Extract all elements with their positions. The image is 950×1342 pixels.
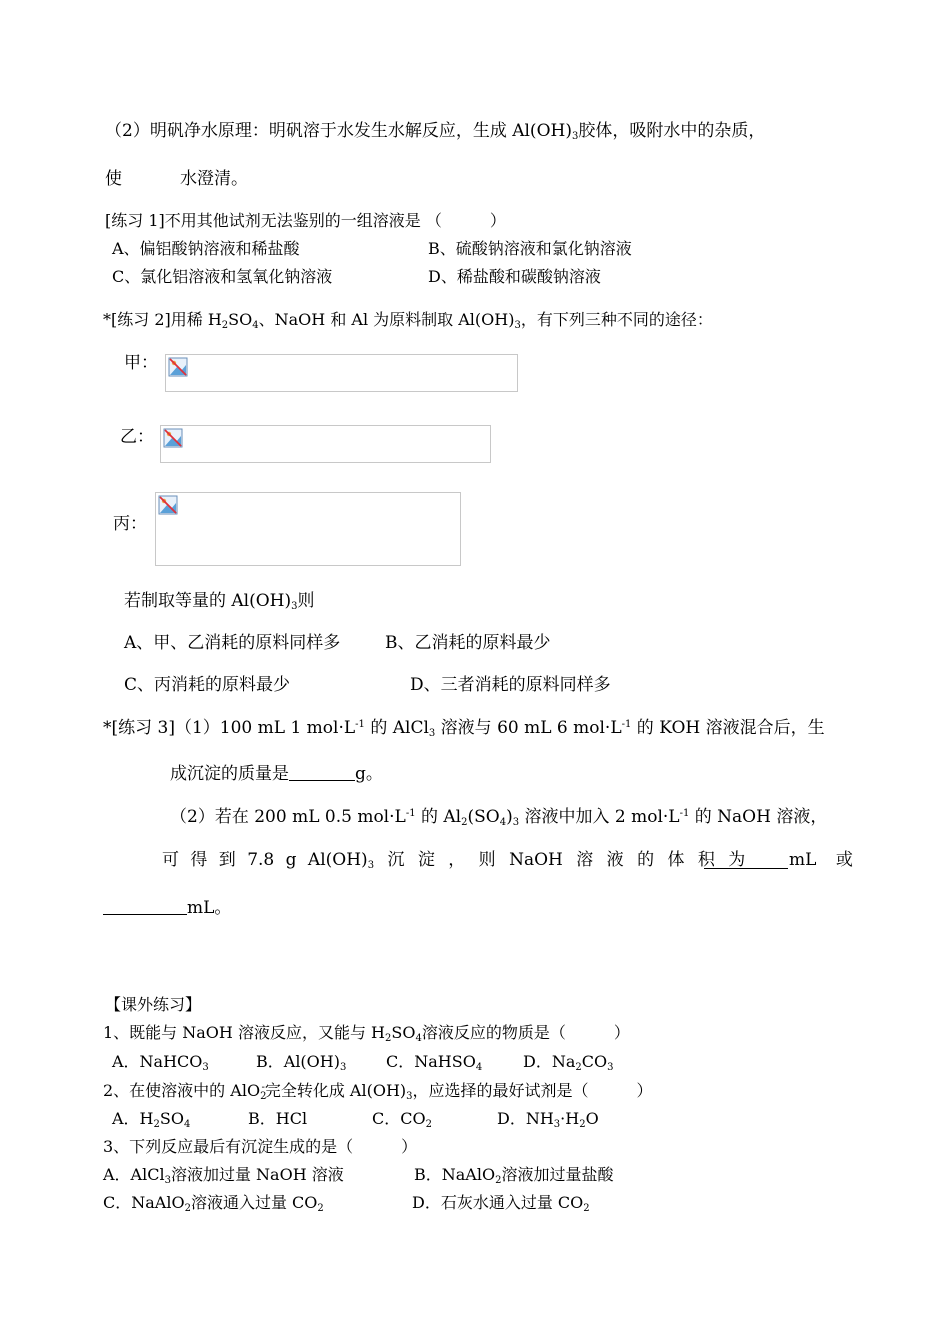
- ex3-text: mL。: [187, 898, 232, 918]
- extra-q3: 3、下列反应最后有沉淀生成的是（ ）: [103, 1137, 418, 1156]
- opt-text: C．NaAlO: [103, 1193, 185, 1212]
- subscript: 3: [514, 320, 521, 331]
- exercise2-question: [103, 309, 713, 331]
- broken-image-icon: [168, 357, 188, 377]
- alum-principle-line2: [105, 168, 248, 190]
- answer-blank-volume1[interactable]: [704, 852, 788, 869]
- subscript: 4: [252, 320, 259, 331]
- subscript: 4: [475, 1062, 483, 1073]
- subscript: 2: [583, 1203, 590, 1214]
- ex3-text: (SO: [467, 807, 500, 827]
- q-text: 溶液反应的物质是（ ）: [421, 1023, 630, 1042]
- ex2-text: SO: [228, 310, 253, 329]
- subscript: 2: [575, 1062, 582, 1073]
- ex3-text: 溶液与 60 mL 6 mol·L: [435, 718, 622, 738]
- ex2-cond-text: 若制取等量的 Al(OH): [124, 591, 292, 611]
- subscript: 2: [495, 1175, 502, 1186]
- subscript: 4: [499, 817, 507, 828]
- answer-blank-volume2[interactable]: [103, 898, 187, 915]
- extra-q1-option-c: [386, 1051, 482, 1073]
- exercise3-part2-line2: [162, 849, 853, 871]
- alum-line2-a: 使: [105, 169, 122, 189]
- subscript: 2: [184, 1203, 191, 1214]
- opt-text: D．NH: [497, 1109, 554, 1128]
- subscript: 3: [428, 728, 436, 739]
- subscript: 2: [317, 1203, 324, 1214]
- opt-text: A．AlCl: [103, 1165, 165, 1184]
- alum-text: （2）明矾净水原理：明矾溶于水发生水解反应，生成 Al(OH): [105, 121, 572, 141]
- extra-q1-option-a: [112, 1051, 209, 1073]
- subscript: 3: [164, 1175, 171, 1186]
- exercise3-part2-line1: [170, 806, 827, 828]
- opt-text: O: [585, 1109, 599, 1128]
- subscript: 3: [367, 860, 375, 871]
- opt-text: D．Na: [523, 1052, 576, 1071]
- alum-line2-b: 水澄清。: [180, 169, 248, 189]
- extra-q1-option-d: [523, 1051, 613, 1073]
- extra-q2-option-d: [497, 1108, 599, 1130]
- opt-text: B．Al(OH): [256, 1052, 340, 1071]
- alum-principle-line: [105, 120, 765, 142]
- exercise2-option-d: D、三者消耗的原料同样多: [410, 675, 611, 695]
- extra-q2: [103, 1080, 653, 1102]
- opt-text: C．CO: [372, 1109, 426, 1128]
- exercise2-condition: [124, 590, 315, 612]
- opt-text: A．NaHCO: [112, 1052, 203, 1071]
- subscript: 2: [461, 817, 468, 828]
- opt-text: ·H: [560, 1109, 580, 1128]
- extra-q1-option-b: [256, 1051, 346, 1073]
- route-jia-label: 甲：: [124, 353, 158, 373]
- ex3-text: 成沉淀的质量是: [170, 764, 289, 784]
- extra-q2-option-a: [112, 1108, 190, 1130]
- exercise1-option-d: D、稀盐酸和碳酸钠溶液: [428, 267, 601, 286]
- extra-q2-option-c: [372, 1108, 432, 1130]
- superscript: -1: [355, 719, 365, 730]
- opt-text: C．NaHSO: [386, 1052, 476, 1071]
- ex3-text: 沉 淀 ， 则 NaOH 溶 液 的 体 积 为: [374, 850, 746, 870]
- ex2-cond-text: 则: [297, 591, 315, 611]
- ex3-text: mL 或: [789, 850, 853, 870]
- ex3-text: （2）若在 200 mL 0.5 mol·L: [170, 807, 406, 827]
- subscript: 2: [385, 1033, 392, 1044]
- ex3-text: *[练习 3]（1）100 mL 1 mol·L: [103, 718, 356, 738]
- subscript: 2: [425, 1119, 432, 1130]
- ex3-text: 的 AlCl: [364, 718, 429, 738]
- subscript: 3: [607, 1062, 614, 1073]
- ex3-text: 的 NaOH 溶液，: [689, 807, 828, 827]
- superscript: -1: [405, 808, 416, 819]
- ex3-text: ): [506, 807, 513, 827]
- ex3-text: 可 得 到 7.8 g Al(OH): [162, 850, 368, 870]
- exercise3-part1-line2: [170, 763, 383, 785]
- ex2-text: ，有下列三种不同的途径：: [520, 310, 713, 329]
- ex3-text: 的 Al: [415, 807, 462, 827]
- q-text: 完全转化成 Al(OH): [264, 1081, 407, 1100]
- exercise2-option-a: A、甲、乙消耗的原料同样多: [124, 633, 341, 653]
- extra-practice-title: 【课外练习】: [105, 995, 202, 1014]
- subscript: 3: [553, 1119, 561, 1130]
- broken-image-icon: [163, 428, 183, 448]
- exercise2-option-b: B、乙消耗的原料最少: [385, 633, 551, 653]
- opt-text: 溶液加过量 NaOH 溶液: [170, 1165, 344, 1184]
- subscript: 4: [415, 1033, 422, 1044]
- ex2-text: 、NaOH 和 Al 为原料制取 Al(OH): [258, 310, 515, 329]
- subscript: 4: [183, 1119, 191, 1130]
- q-text: ，应选择的最好试剂是（ ）: [412, 1081, 653, 1100]
- exercise1-option-b: B、硫酸钠溶液和氯化钠溶液: [428, 239, 632, 258]
- opt-text: A．H: [112, 1109, 154, 1128]
- route-yi-image: [160, 425, 491, 463]
- q-text: 2、在使溶液中的 AlO: [103, 1081, 261, 1100]
- exercise2-option-c: C、丙消耗的原料最少: [124, 675, 291, 695]
- subscript: 3: [340, 1062, 347, 1073]
- ex3-text: 溶液中加入 2 mol·L: [519, 807, 680, 827]
- opt-text: D．石灰水通入过量 CO: [412, 1193, 584, 1212]
- alum-text-suffix: 胶体，吸附水中的杂质，: [578, 121, 766, 141]
- subscript: 3: [571, 131, 579, 142]
- broken-image-icon: [158, 495, 178, 515]
- route-yi-label: 乙：: [120, 427, 154, 447]
- route-bing-image: [155, 492, 461, 566]
- subscript: 3: [202, 1062, 209, 1073]
- ex2-text: *[练习 2]用稀 H: [103, 310, 222, 329]
- superscript: -: [261, 1082, 265, 1093]
- exercise1-option-a: A、偏铝酸钠溶液和稀盐酸: [112, 239, 300, 258]
- ex3-text: 的 KOH 溶液混合后，生: [631, 718, 825, 738]
- opt-text: 溶液通入过量 CO: [190, 1193, 318, 1212]
- extra-q1: [103, 1022, 630, 1044]
- subscript: 2: [260, 1091, 267, 1102]
- extra-q3-option-a: [103, 1164, 344, 1186]
- extra-q2-option-b: B．HCl: [248, 1109, 308, 1128]
- q-text: SO: [391, 1023, 416, 1042]
- route-jia-image: [165, 354, 518, 392]
- superscript: -1: [679, 808, 690, 819]
- extra-q3-option-b: [414, 1164, 613, 1186]
- superscript: -1: [621, 719, 632, 730]
- subscript: 2: [579, 1119, 586, 1130]
- q-text: 1、既能与 NaOH 溶液反应，又能与 H: [103, 1023, 386, 1042]
- exercise1-option-c: C、氯化铝溶液和氢氧化钠溶液: [112, 267, 333, 286]
- extra-q3-option-c: [103, 1192, 324, 1214]
- extra-q3-option-d: [412, 1192, 590, 1214]
- answer-blank-mass[interactable]: [289, 764, 355, 781]
- opt-text: CO: [581, 1052, 608, 1071]
- subscript: 3: [512, 817, 520, 828]
- subscript: 3: [291, 601, 298, 612]
- ex3-text: g。: [355, 764, 383, 784]
- subscript: 3: [406, 1091, 413, 1102]
- opt-text: B．NaAlO: [414, 1165, 496, 1184]
- subscript: 2: [221, 320, 229, 331]
- exercise3-part2-line3: [103, 897, 231, 919]
- opt-text: 溶液加过量盐酸: [501, 1165, 614, 1184]
- subscript: 2: [153, 1119, 160, 1130]
- exercise1-question: [练习 1]不用其他试剂无法鉴别的一组溶液是 （ ）: [105, 211, 506, 230]
- route-bing-label: 丙：: [113, 514, 147, 534]
- exercise3-part1-line1: [103, 717, 825, 739]
- opt-text: SO: [159, 1109, 184, 1128]
